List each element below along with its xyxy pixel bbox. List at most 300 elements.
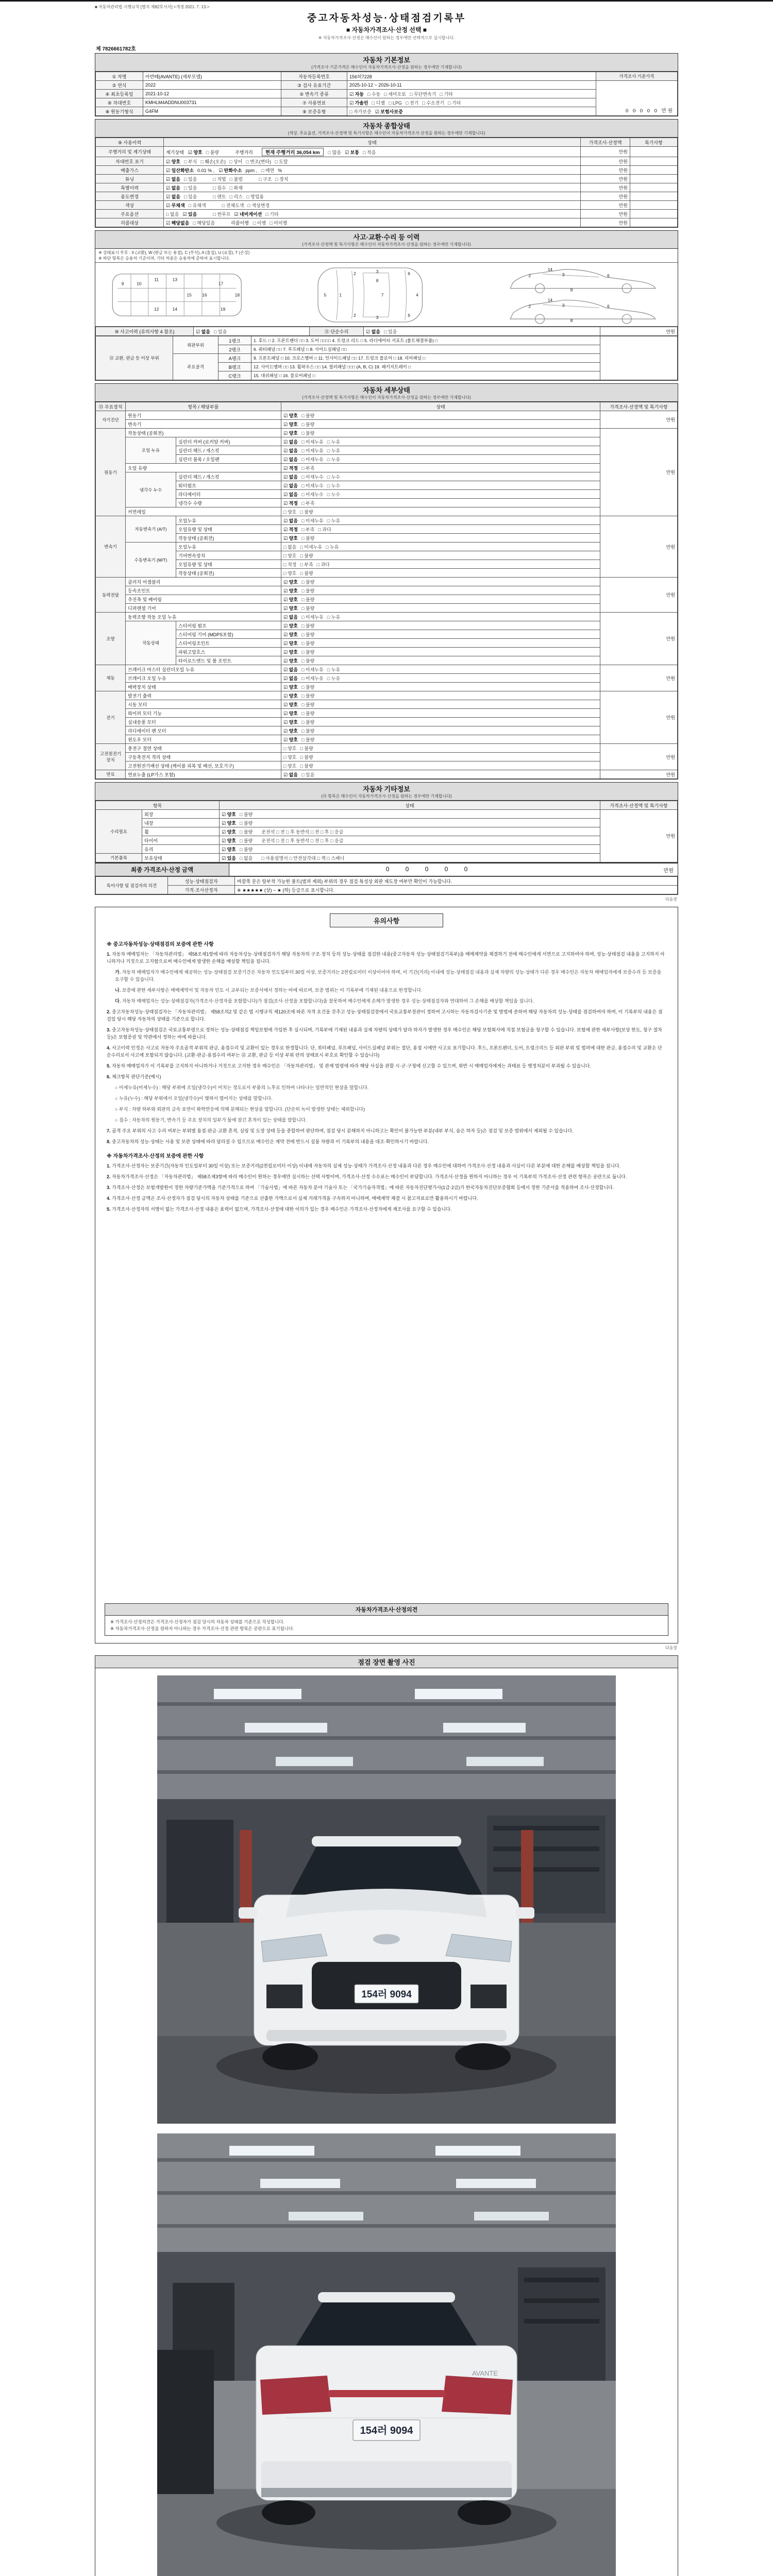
field-value: 2021-10-12 [143,90,281,98]
state-extra: □ 사용설명서 □ 안전삼각대 □ 잭 □ 스패너 [261,855,345,861]
item-label: 고전원전기배선 상태 (케이블 피복 및 배선, 보호기구) [126,761,281,770]
table-row [96,578,678,586]
checkbox-unchecked: □ 자가보증 [349,109,372,114]
checkbox-unchecked: □ 영업용 [246,194,264,199]
state-text: % [278,167,282,173]
state-cell [281,569,600,578]
section-title: 점검 장면 촬영 사진 [358,1658,415,1666]
checkbox-checked: ☑ 양호 [283,413,298,418]
table-row [96,770,678,779]
checkbox-unchecked: □ 불량 [301,597,315,602]
table-row [96,709,678,718]
price-cell: 만원 [581,210,630,218]
checkbox-unchecked: □ 불량 [206,149,220,155]
checkbox-unchecked: □ 미이행 [270,220,288,226]
state-cell [281,420,600,429]
state-extra: 운전석 □ 전 □ 후 동반석 □ 전 □ 후 □ 응급 [261,838,344,843]
state-cell [281,499,600,507]
checkbox-unchecked: □ 불량 [301,728,315,734]
detail-condition-table [95,402,678,779]
checkbox-checked: ☑ 보통 [344,149,359,155]
checkbox-checked: ☑ 없음 [283,614,298,620]
diagram-part-number: 4 [416,292,418,298]
state-cell [281,744,600,753]
final-price-unit: 만원 [663,868,674,874]
table-row [96,854,678,862]
checkbox-checked: ☑ 없음 [283,439,298,445]
table-row [96,648,678,656]
checkbox-unchecked: □ 적법 [213,176,226,182]
checkbox-unchecked: □ 없음 [283,544,297,550]
col-remark: 특기사항 [630,138,678,147]
checkbox-unchecked: □ 불량 [301,640,315,646]
field-value: 아반떼(AVANTE) (세부모델) [143,72,281,81]
basic-row [96,107,678,116]
table-row [96,560,678,569]
remark-cell [630,175,678,183]
checkbox-checked: ☑ 없음 [283,448,298,453]
table-row [96,481,678,490]
checkbox-unchecked: □ 부족 [300,562,313,567]
price-cell: 만원 [600,327,678,336]
remark-row [96,877,678,886]
field-label: ④ 최초등록일 [96,90,143,98]
state-cell [281,604,600,613]
state-cell [220,845,600,854]
field-value: 2025-10-12 ~ 2026-10-11 [347,81,596,90]
state-cell [281,735,600,744]
field-value [347,90,596,98]
checkbox-unchecked: □ 있음 [213,329,227,334]
checkbox-unchecked: □ 부족 [301,527,315,532]
basic-info-table [95,72,678,116]
front-license-plate: 154러 9094 [361,1989,412,2000]
checkbox-unchecked: □ 미세누유 [301,439,324,445]
table-row [96,490,678,499]
checkbox-checked: ☑ 네비게이션 [234,211,262,217]
notice-item: 4. 가격조사·산정 금액은 조사·산정자가 점검 당시의 자동차 상태를 기준으로 산출한 가액으로서 실제 거래가격을 구속하지 아니하며, 매매계약 체결 시 참고자료로만 활용하시기 바랍니다. [107,1196,478,1201]
table-row [96,691,678,700]
checkbox-unchecked: □ 침수 [213,185,226,191]
rank-row [96,336,678,345]
item-label: 기어변속장치 [176,551,281,560]
checkbox-unchecked: □ 양호 [283,509,297,515]
state-cell [281,621,600,630]
checkbox-checked: ☑ 양호 [283,728,298,734]
item-label: 추진축 및 베어링 [126,595,281,604]
item-label: 발전기 출력 [126,691,281,700]
checkbox-unchecked: □ 기타 [265,211,279,217]
diagram-part-number: 6 [607,303,610,309]
inspector-remarks-table [95,876,678,894]
diagram-part-number: 1 [339,292,342,298]
state-cell [281,761,600,770]
checkbox-checked: ☑ 양호 [222,829,236,835]
notice-item: 나. 보증에 관한 세부사항은 매매계약서 및 자동차 인도 시 교부되는 보증서에서 정하는 바에 따르며, 보증 범위는 이 기록부에 기재된 내용으로 한정합니다. [115,988,423,993]
state-cell [281,648,600,656]
checkbox-unchecked: □ 변조(변타) [246,159,272,164]
checkbox-unchecked: □ 불량 [239,838,253,843]
checkbox-unchecked: □ 불량 [301,737,315,742]
checkbox-unchecked: □ 누유 [327,675,341,681]
diagram-part-number: 2 [528,273,531,278]
field-value: KMHLM4ADDNU003731 [143,98,281,107]
state-cell [281,429,600,437]
price-cell: 만원 [600,744,678,770]
inspection-photo-rear [157,2133,616,2576]
checkbox-checked: ☑ 양호 [283,632,298,637]
use-history-label: 색상 [96,201,164,210]
page-subtitle-note: ※ 자동차가격조사·산정은 매수인이 원하는 경우에만 선택적으로 실시합니다. [318,36,455,40]
checkbox-unchecked: □ 누수 [327,483,341,488]
rank-label: A랭크 [219,354,251,363]
notice-heading: ※ 중고자동차성능·상태점검의 보증에 관한 사항 [107,942,214,947]
use-history-label: 배출가스 [96,166,164,175]
checkbox-unchecked: □ 불량 [301,658,315,664]
notice-item: 4. 사고이력 인정은 사고로 자동차 주요골격 부위의 판금, 용접수리 및 교환이 있는 경우로 한정합니다. 단, 쿼터패널, 루프패널, 사이드실패널 부위는 절단, 용접 시에만 사고로 표기합니다. 후드, 프론트펜더, 도어, 트렁크리드 등 외판 부위 및 범퍼에 대한 판금, 용접수리 및 교환은 단순수리로서 사고에 포함되지 않습니다. (교환·판금·용접수리 여부는 ⑫ 교환, 판금 등 이상 부위 란의 상태표시 부호로 확인할 수 있습니다) [107,1045,662,1058]
checkbox-unchecked: □ 기타 [440,91,453,97]
diagram-part-number: 6 [408,313,410,318]
state-cell [281,490,600,499]
item-label: 윈도우 모터 [126,735,281,744]
legend-line: ※ 하단 항목은 승용차 기준이며, 기타 차종은 승용차에 준하여 표시합니다. [98,256,230,261]
device-group: 수리필요 [96,810,142,854]
col-item: 항목 [96,801,220,810]
price-cell: 만원 [600,516,678,578]
item-label: 스티어링조인트 [176,639,281,648]
checkbox-checked: ☑ 없음 [196,329,210,334]
table-header-row [96,801,678,810]
checkbox-checked: ☑ 보험사보증 [375,109,403,114]
checkbox-unchecked: □ 미세누수 [301,492,324,497]
checkbox-unchecked: □ 불량 [301,588,315,594]
remark-row [96,886,678,894]
diagram-part-number: 9 [121,281,124,286]
remark-cell [630,218,678,227]
remarks-label: 특이사항 및 점검자의 의견 [96,877,168,894]
checkbox-unchecked: □ 적정 [283,562,297,567]
table-row [96,429,678,437]
checkbox-checked: ☑ 없음 [166,194,180,199]
page-subtitle: ■ 자동차가격조사·산정 선택 ■ [346,26,427,33]
state-cell [281,718,600,726]
notice-item: 다. 자동차 매매업자는 성능·상태점검자(가격조사·산정자를 포함합니다)가 점검(조사·산정을 포함합니다)을 잘못하여 매수인에게 손해가 발생한 경우 성능·상태점검자와 연대하여 그 손해를 배상할 책임을 집니다. [115,998,534,1004]
price-cell: 만원 [581,147,630,157]
page-title: 중고자동차성능·상태점검기록부 [307,13,466,24]
state-cell [281,770,600,779]
notice-title: 유의사항 [330,913,443,927]
checkbox-unchecked: □ 부식 [183,159,197,164]
use-history-label: 주요옵션 [96,210,164,218]
table-row [96,595,678,604]
checkbox-unchecked: □ 양호 [283,754,297,760]
table-row [96,551,678,560]
use-history-label: 특별이력 [96,183,164,192]
photo-wrap [95,2126,678,2576]
device-group: 원동기 [96,429,126,516]
item-label: 실린더 헤드 / 개스킷 [176,472,281,481]
checkbox-unchecked: □ 수소전기 [422,100,444,106]
checkbox-unchecked: □ 불량 [301,710,315,716]
remark-cell [630,147,678,157]
comp-row [96,218,678,227]
notice-item: 1. 가격조사·산정자는 보증기간(자동차 인도일부터 30일 이상) 또는 보증거리(2천킬로미터 이상) 이내에 자동차의 실제 성능·상태가 가격조사·산정 내용과 다른 경우 매수인에 대하여 가격조사·산정 내용과 사실이 다른 부분에 대한 손해를 배상할 책임을 집니다. [107,1163,621,1168]
comp-row [96,210,678,218]
state-cell [281,507,600,516]
section-note: (⑭ 항목은 매수인이 자동차가격조사·산정을 원하는 경우에만 기재합니다) [321,794,452,799]
device-group: 기본품목 [96,854,142,862]
checkbox-unchecked: □ 누유 [327,518,341,523]
comp-row [96,166,678,175]
item-label: 연료누출 (LP가스 포함) [126,770,281,779]
state-cell [194,327,310,336]
item-label: 냉각수 수량 [176,499,281,507]
base-price-value: 0 0 0 0 0 만원 [626,108,674,114]
field-label: ⑥ 차대번호 [96,98,143,107]
legend-line: ※ 상태표시 부호 : X (교환), W (판금 또는 용접), C (부식), A (흠집), U (요철), T (손상) [98,250,250,255]
item-label: 휠 [142,827,220,836]
rank-items: 9. 프론트패널 □ 10. 크로스멤버 □ 11. 인사이드패널 □□ 17. 트렁크 플로어 □ 18. 리어패널 □ [251,354,600,363]
notice-item: 2. 중고자동차성능·상태점검자는 「자동차관리법」 제58조의2 및 같은 법 시행규칙 제120조에 따른 자격 요건을 갖추고 성능·상태점검장에서 국토교통부장관이 정하여 고시하는 자동차검사기준 및 방법에 준하여 해당 자동차의 성능·상태를 점검하여야 하며, 이 기록부의 내용은 점검일 당시 해당 자동차의 상태를 기준으로 합니다. [107,1009,663,1022]
price-cell: 만원 [581,183,630,192]
table-row [96,464,678,472]
diagram-part-number: 12 [154,307,159,312]
checkbox-unchecked: □ 렌트 [213,194,226,199]
state-cell [220,819,600,827]
checkbox-unchecked: □ 누유 [327,439,341,445]
rank-row [96,354,678,363]
outer-panel-label: 외판부위 [173,336,219,354]
state-cell [164,201,581,210]
diagram-part-number: 18 [234,292,240,298]
device-group: 전기 [96,691,126,744]
item-label: 외장 [142,810,220,819]
checkbox-checked: ☑ 양호 [283,684,298,690]
diagram-part-number: 2 [528,303,531,309]
price-cell: 만원 [600,691,678,744]
section-header [95,384,678,402]
comp-row [96,192,678,201]
notice-item: ○ 누유(누수) : 해당 부위에서 오일(냉각수)이 맺혀서 떨어지는 상태를 말합니다. [115,1096,273,1101]
state-code-legend [95,249,678,263]
field-value: 2022 [143,81,281,90]
device-group: 자기진단 [96,411,126,429]
table-row [96,744,678,753]
checkbox-checked: ☑ 양호 [283,649,298,655]
checkbox-unchecked: □ 불량 [301,430,315,436]
checkbox-checked: ☑ 없음 [366,329,380,334]
misc-info-section [95,782,678,863]
main-frame-label: 주요골격 [173,354,219,380]
checkbox-unchecked: □ 있음 [183,176,197,182]
state-cell [281,674,600,683]
basic-row [96,72,678,81]
checkbox-unchecked: □ 불량 [300,754,313,760]
overall-condition-table [95,138,678,227]
notice-item: 3. 중고자동차성능·상태점검은 국토교통부령으로 정하는 성능·상태점검 책임보험에 가입한 후 실시되며, 기록부에 기재된 내용과 실제 차량의 상태가 달라 하자가 발생한 경우 매수인은 해당 보험회사에 직접 보험금을 청구할 수 있습니다. 보험에 관한 세부사항(보상 한도, 청구 절차 등)은 보험증권 및 약관에서 정하는 바에 따릅니다. [107,1027,662,1040]
checkbox-checked: ☑ 양호 [283,430,298,436]
use-history-label: 용도변경 [96,192,164,201]
trunk-badge: AVANTE [472,2369,498,2377]
checkbox-unchecked: □ 없음 [239,855,253,861]
col-state: 상태 [281,402,600,411]
price-cell: 만원 [600,578,678,613]
photo-wrap [95,1668,678,2126]
rank-items: 15. 대쉬패널 □ 16. 플로어패널 □ [251,371,600,380]
state-text: 주행거리 [235,149,253,155]
exchange-label: ⑫ 교환, 판금 등 이상 부위 [96,336,173,380]
table-header-row [96,402,678,411]
field-value [347,98,596,107]
item-label: 타이로드엔드 및 볼 조인트 [176,656,281,665]
checkbox-checked: ☑ 양호 [166,159,180,164]
base-price-cell [596,72,678,116]
table-row [96,735,678,744]
table-row [96,674,678,683]
checkbox-checked: ☑ 양호 [283,702,298,707]
checkbox-unchecked: □ 해당있음 [193,220,215,226]
checkbox-checked: ☑ 있음 [222,855,236,861]
checkbox-unchecked: □ 불량 [300,763,313,769]
item-label: 커먼레일 [126,507,281,516]
state-cell [281,595,600,604]
state-cell [281,656,600,665]
accident-history-row [96,327,678,336]
table-row [96,700,678,709]
state-extra: 운전석 □ 전 □ 후 동반석 □ 전 □ 후 □ 응급 [261,829,344,835]
checkbox-unchecked: □ 디젤 [372,100,385,106]
checkbox-unchecked: □ 누유 [327,448,341,453]
checkbox-checked: ☑ 양호 [188,149,203,155]
state-cell [281,630,600,639]
state-cell [281,613,600,621]
section-title: 자동차 종합상태 [363,122,410,130]
col-state: 상태 [164,138,581,147]
base-price-header: 가격조사 기준가격 [596,72,677,81]
item-label: 보유상태 [142,854,220,862]
section-title: 사고·교환·수리 등 이력 [353,233,420,241]
simple-repair-label: ⑪ 단순수리 [310,327,364,336]
rank-items: 6. 쿼터패널 □□ 7. 루프패널 □ 8. 사이드실패널 □□ [251,345,600,354]
checkbox-checked: ☑ 없음 [283,483,298,488]
checkbox-unchecked: □ 불량 [301,684,315,690]
checkbox-unchecked: □ 불량 [301,649,315,655]
final-price-section [95,863,678,895]
item-label: 작동상태 (공회전) [126,429,281,437]
diagram-part-number: 2 [354,270,356,276]
remark-cell [630,201,678,210]
checkbox-checked: ☑ 있음 [182,211,197,217]
state-cell [281,481,600,490]
checkbox-unchecked: □ 미세누수 [301,474,324,480]
checkbox-checked: ☑ 자동 [349,91,364,97]
item-label: 라디에이터 [176,490,281,499]
checkbox-checked: ☑ 없음 [166,176,180,182]
table-row [96,621,678,630]
checkbox-unchecked: □ 없음 [166,211,179,217]
remark-cell [630,210,678,218]
accident-history-table [95,327,678,336]
state-cell [220,836,600,845]
section-title: 자동차 세부상태 [363,386,410,394]
checkbox-unchecked: □ 전기 [405,100,419,106]
item-label: 오일유량 및 상태 [176,525,281,534]
state-cell [281,691,600,700]
table-row [96,437,678,446]
table-header-row [96,138,678,147]
checkbox-unchecked: □ 훼손(오손) [200,159,226,164]
checkbox-unchecked: □ 불량 [300,509,313,515]
col-price: 가격조사·산정액 및 특기사항 [600,801,678,810]
checkbox-unchecked: □ 불량 [301,421,315,427]
diagram-part-number: 19 [220,307,226,312]
checkbox-checked: ☑ 없음 [283,518,298,523]
device-group: 동력전달 [96,578,126,613]
state-cell [164,157,581,166]
checkbox-unchecked: □ 미세누유 [301,518,324,523]
diagram-part-number: 14 [172,307,178,312]
item-label: 라디에이터 팬 모터 [126,726,281,735]
price-cell: 만원 [581,157,630,166]
notice-item: 1. 자동차 매매업자는 「자동차관리법」 제58조제1항에 따라 자동차성능·상태점검자가 해당 자동차의 구조·장치 등의 성능·상태를 점검한 내용(중고자동차 성능·상태점검기록부)을 매매계약을 체결하기 전에 매수인에게 서면으로 고지하여야 하며, 성능·상태점검 내용을 고지하지 아니하거나 거짓으로 고지함으로써 매수인에게 발생한 손해를 배상할 책임을 집니다. [107,952,665,964]
diagram-part-number: 7 [381,292,384,298]
checkbox-unchecked: □ 불량 [239,820,253,826]
comp-row [96,147,678,157]
accident-history-label: ⑩ 사고이력 (유의사항 4 참조) [96,327,194,336]
document [95,2,678,2576]
table-row [96,819,678,827]
price-cell: 만원 [581,201,630,210]
checkbox-unchecked: □ 구조 [258,176,272,182]
checkbox-unchecked: □ 리스 [229,194,243,199]
checkbox-checked: ☑ 양호 [283,588,298,594]
next-page-label: 다음장 [665,1646,677,1650]
checkbox-checked: ☑ 양호 [283,421,298,427]
notice-item: ○ 미세누유(미세누수) : 해당 부위에 오일(냉각수)이 비치는 정도로서 부품의 노후로 인하여 나타나는 일반적인 현상을 말합니다. [115,1085,369,1090]
state-cell [281,455,600,464]
checkbox-unchecked: □ 불량 [301,719,315,725]
diagram-part-number: 17 [218,281,224,286]
checkbox-unchecked: □ 미세누유 [301,614,324,620]
table-row [96,472,678,481]
final-price-value: 0 0 0 0 0 [385,866,475,873]
inspector-remark: 바깥쪽 문은 탈부착 가능한 볼트(범퍼 제외) 부위의 경우 점검 특성상 외판 재도장 여부만 확인이 가능합니다. [235,877,678,886]
use-history-label: 리콜대상 [96,218,164,227]
item-label: 파워고압호스 [176,648,281,656]
section-header [95,54,678,72]
checkbox-checked: ☑ 양호 [222,838,236,843]
table-row [96,639,678,648]
checkbox-checked: ☑ 양호 [283,623,298,629]
state-cell [281,586,600,595]
remark-cell [630,183,678,192]
state-cell [281,753,600,761]
checkbox-unchecked: □ 미세누수 [301,483,324,488]
state-cell [164,192,581,201]
section-note: (가격조사·산정액 및 특기사항은 매수인이 자동차가격조사·산정을 원하는 경우에만 기재합니다) [302,395,471,400]
state-cell [164,166,581,175]
state-cell [281,446,600,455]
price-cell: 만원 [600,429,678,516]
notice-item: 8. 중고자동차의 성능·상태는 사용 및 보관 상태에 따라 달라질 수 있으므로 매수인은 계약 전에 반드시 실물 차량과 이 기록부의 내용을 대조·확인하시기 바랍니다. [107,1139,429,1144]
field-label: ⑧ 원동기형식 [96,107,143,116]
col-item: 항목 / 해당부품 [126,402,281,411]
state-text: 리콜이행 [231,220,249,226]
remark-cell [630,192,678,201]
state-cell [281,551,600,560]
checkbox-checked: ☑ 양호 [283,605,298,611]
checkbox-unchecked: □ 수동 [367,91,381,97]
